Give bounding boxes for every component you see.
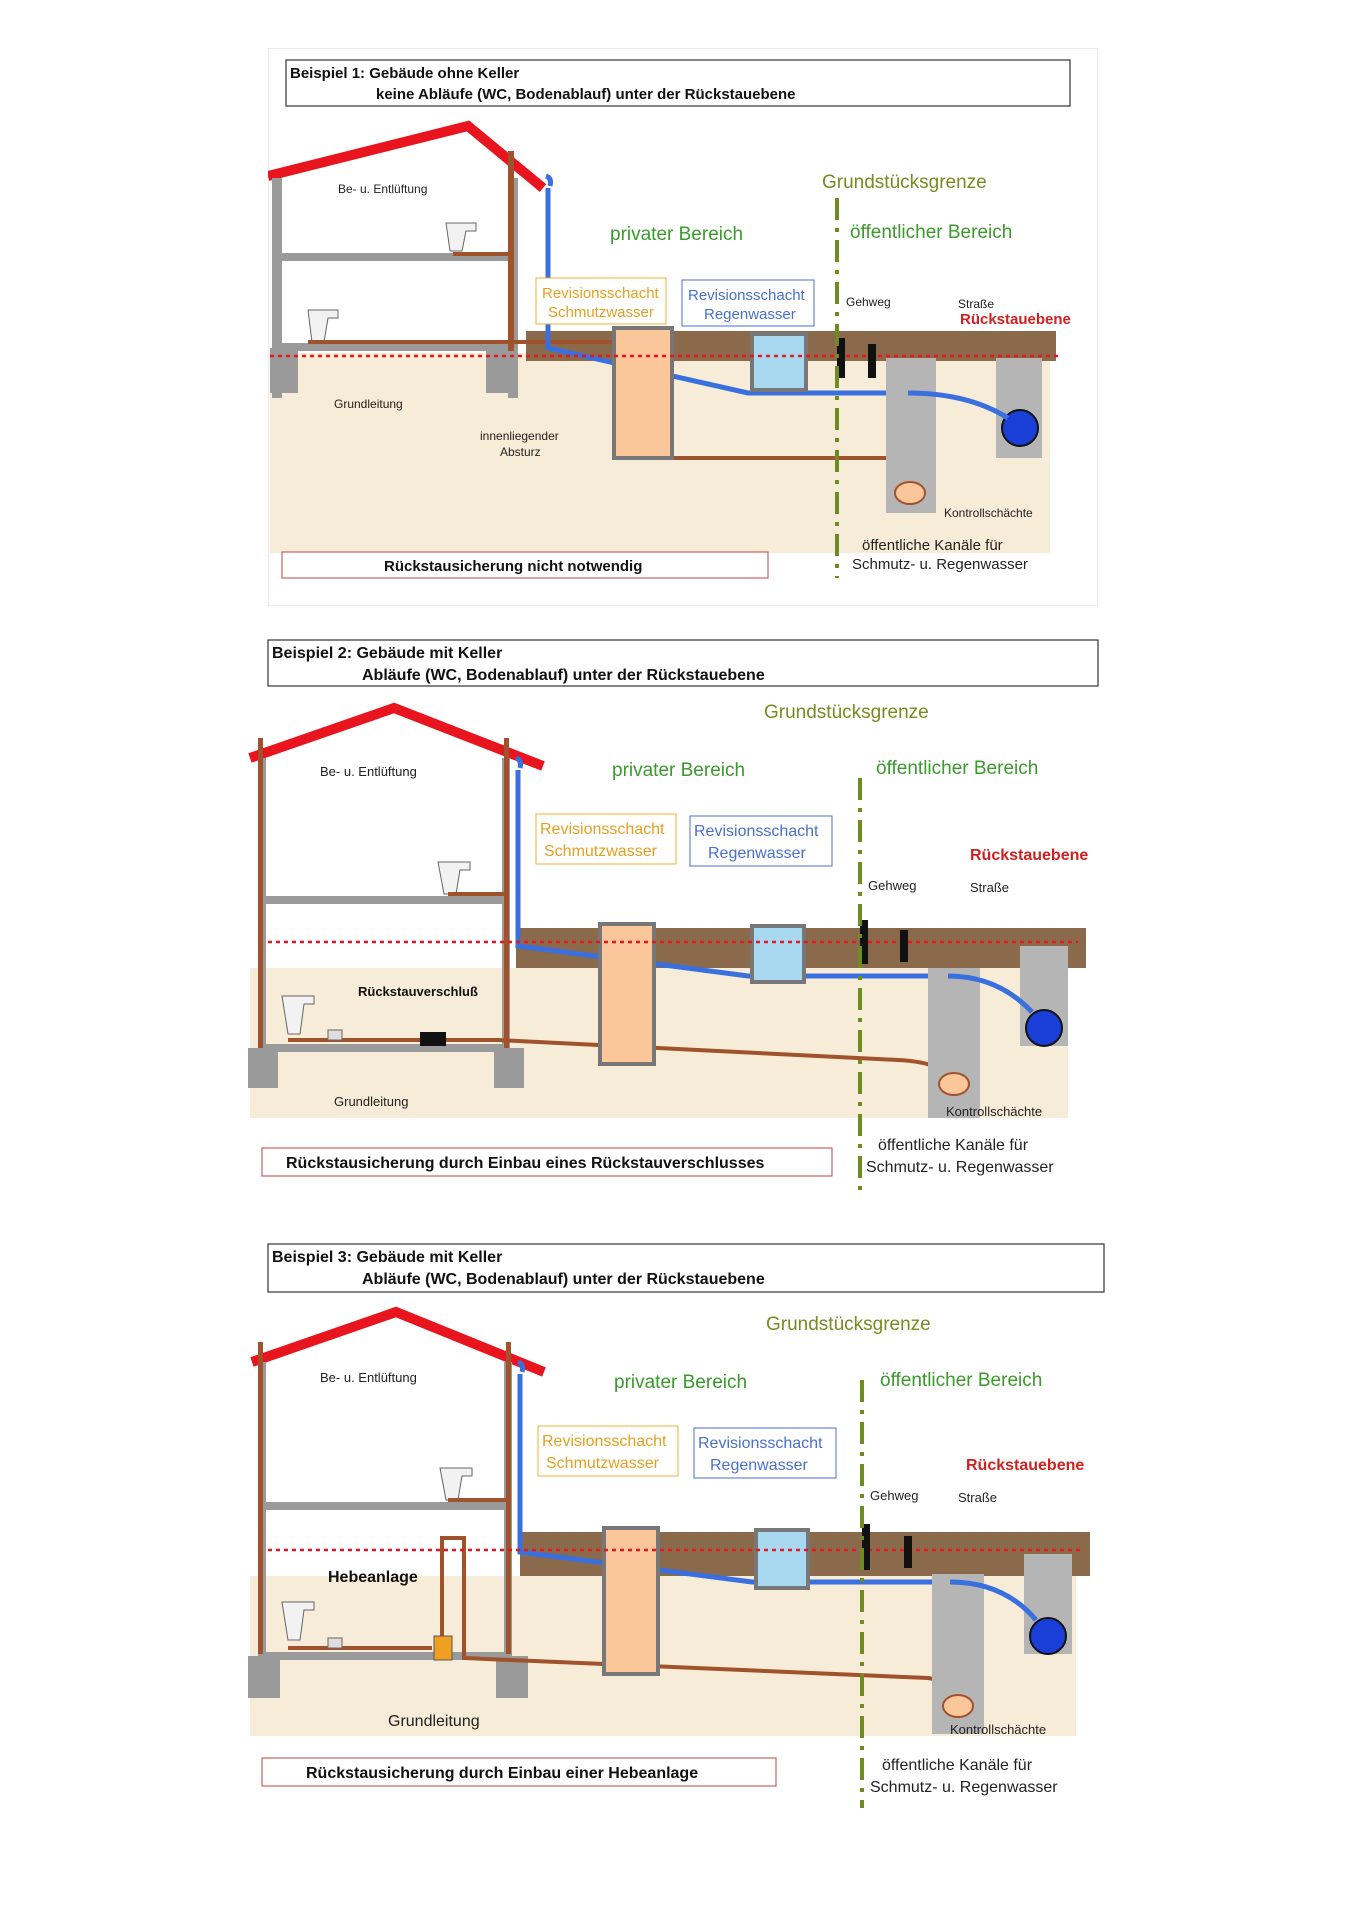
ground-pipe-label: Grundleitung: [334, 397, 403, 411]
sewage-sewer: [939, 1073, 969, 1095]
public-sewers-label: Schmutz- u. Regenwasser: [870, 1779, 1058, 1796]
rain-inspection-shaft: [756, 1530, 808, 1588]
vent-label: Be- u. Entlüftung: [320, 764, 417, 779]
backflow-label: Rückstauebene: [970, 847, 1089, 864]
footer-text: Rückstausicherung durch Einbau einer Hebeanlage: [306, 1765, 699, 1782]
shaft-label-sewage: Revisionsschacht: [540, 821, 665, 838]
example-1-panel: [268, 48, 1098, 606]
title-line-1: Beispiel 1: Gebäude ohne Keller: [290, 65, 520, 82]
private-area-label: privater Bereich: [610, 224, 744, 245]
shaft-label-sewage: Schmutzwasser: [544, 843, 657, 860]
shaft-label-rain: Regenwasser: [704, 306, 796, 323]
control-shafts-label: Kontrollschächte: [946, 1104, 1043, 1119]
shaft-label-rain: Revisionsschacht: [688, 287, 805, 304]
rain-sewer: [1026, 1010, 1062, 1046]
street-label: Straße: [970, 880, 1010, 895]
sewage-sewer: [943, 1695, 973, 1717]
control-shafts-label: Kontrollschächte: [944, 506, 1033, 520]
footer-text: Rückstausicherung durch Einbau eines Rückstauverschlusses: [286, 1155, 765, 1172]
shaft-label-sewage: Schmutzwasser: [546, 1455, 659, 1472]
example-3-panel: [248, 1232, 1118, 1822]
floor: [262, 896, 508, 904]
backflow-valve-label: Rückstauverschluß: [358, 984, 478, 999]
title-line-1: Beispiel 2: Gebäude mit Keller: [272, 645, 503, 662]
public-sewers-label: öffentliche Kanäle für: [862, 537, 1003, 554]
boundary-label: Grundstücksgrenze: [766, 1314, 931, 1335]
shaft-label-rain: Regenwasser: [710, 1457, 808, 1474]
public-area-label: öffentlicher Bereich: [880, 1370, 1043, 1391]
sewage-inspection-shaft: [614, 328, 672, 458]
vent-label: Be- u. Entlüftung: [338, 182, 428, 196]
sidewalk-label: Gehweg: [846, 295, 891, 309]
title-line-2: Abläufe (WC, Bodenablauf) unter der Rückstauebene: [362, 1271, 765, 1288]
shaft-label-sewage: Revisionsschacht: [542, 1433, 667, 1450]
public-area-label: öffentlicher Bereich: [876, 758, 1039, 779]
public-sewers-label: Schmutz- u. Regenwasser: [866, 1159, 1054, 1176]
example-2-diagram: [248, 628, 1118, 1208]
sidewalk-label: Gehweg: [868, 878, 917, 893]
street-label: Straße: [958, 297, 995, 311]
sewage-inspection-shaft: [600, 924, 654, 1064]
vent-label: Be- u. Entlüftung: [320, 1370, 417, 1385]
shaft-label-rain: Regenwasser: [708, 845, 806, 862]
public-sewers-label: öffentliche Kanäle für: [882, 1757, 1033, 1774]
shaft-label-rain: Revisionsschacht: [698, 1435, 823, 1452]
public-sewers-label: Schmutz- u. Regenwasser: [852, 556, 1028, 573]
sewage-sewer: [895, 482, 925, 504]
backflow-label: Rückstauebene: [960, 311, 1071, 328]
lifting-station: [434, 1636, 452, 1660]
ground-pipe-label: Grundleitung: [388, 1713, 480, 1730]
lifting-station-label: Hebeanlage: [328, 1569, 418, 1586]
title-line-2: Abläufe (WC, Bodenablauf) unter der Rückstauebene: [362, 667, 765, 684]
public-sewers-label: öffentliche Kanäle für: [878, 1137, 1029, 1154]
vent-pipe: [508, 151, 514, 351]
drop-label: innenliegender: [480, 429, 559, 443]
backflow-label: Rückstauebene: [966, 1457, 1085, 1474]
shaft-label-sewage: Schmutzwasser: [548, 304, 654, 321]
example-3-diagram: [248, 1232, 1118, 1822]
shaft-label-sewage: Revisionsschacht: [542, 285, 659, 302]
drop-label: Absturz: [500, 445, 541, 459]
control-shafts-label: Kontrollschächte: [950, 1722, 1047, 1737]
footer-text: Rückstausicherung nicht notwendig: [384, 558, 643, 575]
example-1-diagram: [268, 48, 1098, 606]
private-area-label: privater Bereich: [612, 760, 746, 781]
boundary-label: Grundstücksgrenze: [822, 172, 987, 193]
shaft-label-rain: Revisionsschacht: [694, 823, 819, 840]
rain-sewer: [1030, 1618, 1066, 1654]
title-line-2: keine Abläufe (WC, Bodenablauf) unter der Rückstauebene: [376, 86, 796, 103]
example-2-panel: [248, 628, 1118, 1208]
street-label: Straße: [958, 1490, 998, 1505]
floor: [262, 1502, 508, 1510]
backflow-valve: [420, 1032, 446, 1046]
ground-floor: [276, 343, 516, 351]
basement-floor: [262, 1044, 508, 1052]
rain-inspection-shaft: [752, 926, 804, 982]
title-line-1: Beispiel 3: Gebäude mit Keller: [272, 1249, 503, 1266]
ground-pipe-label: Grundleitung: [334, 1094, 409, 1109]
rain-inspection-shaft: [752, 334, 806, 390]
boundary-label: Grundstücksgrenze: [764, 702, 929, 723]
private-area-label: privater Bereich: [614, 1372, 748, 1393]
sidewalk-label: Gehweg: [870, 1488, 919, 1503]
public-area-label: öffentlicher Bereich: [850, 222, 1013, 243]
